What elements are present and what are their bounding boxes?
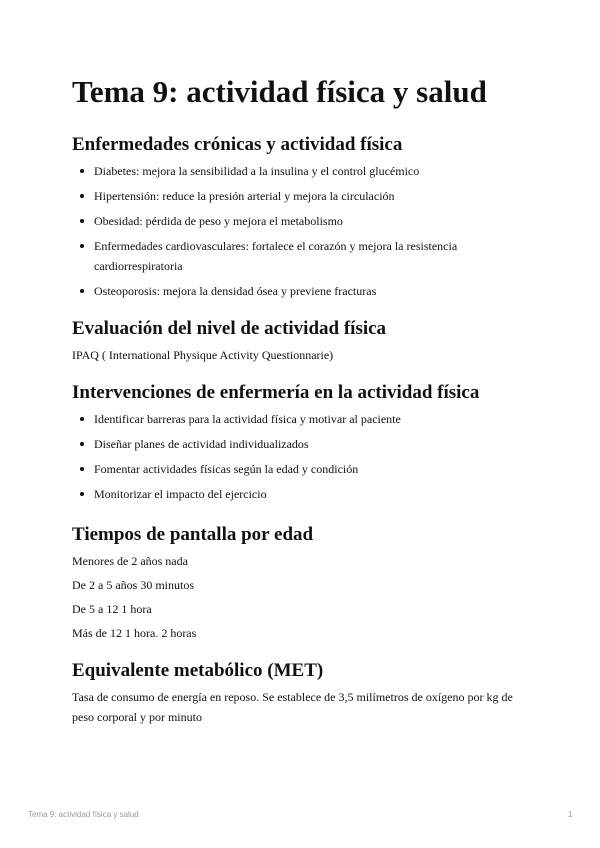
- list-item: Osteoporosis: mejora la densidad ósea y previene fracturas: [72, 281, 542, 301]
- list-item: Monitorizar el impacto del ejercicio: [72, 484, 542, 504]
- bullet-list: [72, 409, 542, 504]
- section-nursing-interventions: [72, 382, 542, 504]
- paragraph: De 5 a 12 1 hora: [72, 602, 152, 616]
- list-item: Hipertensión: reduce la presión arterial y mejora la circulación: [72, 186, 542, 206]
- list-item: Enfermedades cardiovasculares: fortalece el corazón y mejora la resistencia cardiorrespiratoria: [72, 236, 542, 276]
- paragraph: IPAQ ( International Physique Activity Questionnarie): [72, 348, 334, 362]
- footer-page-number: 1: [568, 810, 573, 819]
- paragraph: Tasa de consumo de energía en reposo. Se establece de 3,5 milímetros de oxígeno por kg de peso corporal y por minuto: [72, 690, 513, 724]
- section-heading: Evaluación del nivel de actividad física: [72, 318, 387, 339]
- list-item: Diseñar planes de actividad individualizados: [72, 434, 542, 454]
- section-activity-assessment: [72, 318, 542, 365]
- list-item: Obesidad: pérdida de peso y mejora el metabolismo: [72, 211, 542, 231]
- section-heading: Enfermedades crónicas y actividad física: [72, 134, 403, 155]
- section-chronic-diseases: [72, 134, 542, 301]
- footer-document-title: Tema 9: actividad física y salud: [28, 810, 139, 819]
- page-title: Tema 9: actividad física y salud: [72, 74, 487, 109]
- paragraph: De 2 a 5 años 30 minutos: [72, 578, 194, 592]
- section-heading: Tiempos de pantalla por edad: [72, 524, 314, 545]
- section-screen-time: [72, 524, 542, 643]
- section-heading: Intervenciones de enfermería en la actividad física: [72, 382, 480, 403]
- section-heading: Equivalente metabólico (MET): [72, 660, 324, 681]
- bullet-list: [72, 161, 542, 301]
- list-item: Identificar barreras para la actividad física y motivar al paciente: [72, 409, 542, 429]
- paragraph: Más de 12 1 hora. 2 horas: [72, 626, 197, 640]
- list-item: Fomentar actividades físicas según la edad y condición: [72, 459, 542, 479]
- list-item: Diabetes: mejora la sensibilidad a la insulina y el control glucémico: [72, 161, 542, 181]
- section-met: [72, 660, 542, 727]
- paragraph: Menores de 2 años nada: [72, 554, 188, 568]
